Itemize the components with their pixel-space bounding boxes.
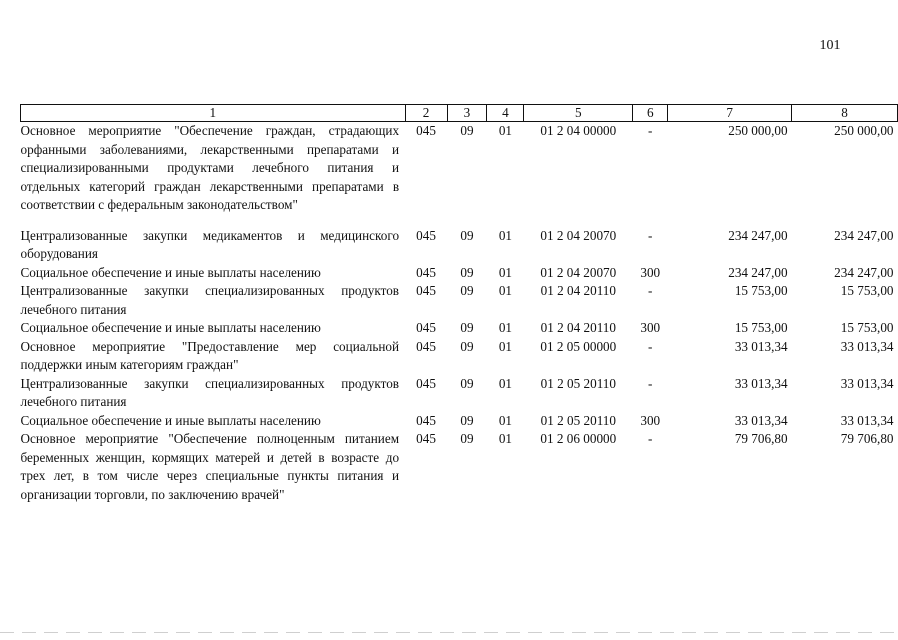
row-code-6: - <box>648 123 653 138</box>
row-code-3: 09 <box>460 264 474 280</box>
row-code-2: 045 <box>416 320 436 335</box>
row-code-5: 01 2 05 20110 <box>540 412 616 428</box>
row-code-4: 01 <box>498 375 512 391</box>
row-amount-8: 15 753,00 <box>840 320 894 335</box>
row-amount-7: 15 753,00 <box>734 320 788 335</box>
row-code-2: 045 <box>416 264 436 280</box>
row-code-2: 045 <box>416 431 436 446</box>
column-header-3: 3 <box>447 105 487 122</box>
row-name: Централизованные закупки медикаментов и медицинского оборудования <box>20 227 400 261</box>
row-name: Основное мероприятие "Обеспечение граждан, страдающих орфанными заболеваниями, лекарственными препаратами и специализированными продуктами лечебного питания и отдельных категорий граждан лекарственными препаратами в соответствии с федеральным законодательством" <box>20 123 400 212</box>
row-code-6: - <box>648 431 653 446</box>
scan-edge-line <box>0 632 898 633</box>
row-code-3: 09 <box>460 412 474 428</box>
budget-table <box>20 104 898 504</box>
row-amount-7: 33 013,34 <box>734 338 788 354</box>
row-code-6: - <box>648 227 653 243</box>
row-code-4: 01 <box>498 123 512 138</box>
row-code-4: 01 <box>498 283 512 298</box>
row-code-2: 045 <box>416 412 436 428</box>
table-row <box>21 412 898 431</box>
column-header-4: 4 <box>487 105 524 122</box>
row-code-2: 045 <box>416 338 436 354</box>
row-code-3: 09 <box>460 375 474 391</box>
table-row <box>21 430 898 504</box>
row-amount-7: 234 247,00 <box>728 264 788 280</box>
column-header-5: 5 <box>524 105 633 122</box>
row-amount-8: 234 247,00 <box>834 227 894 243</box>
row-code-5: 01 2 06 00000 <box>540 431 617 446</box>
column-header-1: 1 <box>21 105 406 122</box>
row-code-5: 01 2 04 20110 <box>540 283 616 298</box>
page-number: 101 <box>819 38 841 53</box>
row-amount-8: 79 706,80 <box>840 431 894 446</box>
table-row <box>21 227 898 264</box>
row-name: Централизованные закупки специализированных продуктов лечебного питания <box>20 375 400 409</box>
row-amount-8: 15 753,00 <box>840 283 894 298</box>
column-header-6: 6 <box>633 105 668 122</box>
row-code-5: 01 2 04 20070 <box>540 264 617 280</box>
row-code-6: - <box>648 283 653 298</box>
table-row <box>21 264 898 283</box>
row-code-5: 01 2 04 20070 <box>540 227 617 243</box>
row-code-5: 01 2 05 20110 <box>540 375 616 391</box>
row-code-6: - <box>648 338 653 354</box>
row-code-3: 09 <box>460 320 474 335</box>
row-name: Централизованные закупки специализированных продуктов лечебного питания <box>20 283 400 317</box>
row-amount-7: 15 753,00 <box>734 283 788 298</box>
row-code-4: 01 <box>498 264 512 280</box>
table-header-row <box>21 105 898 122</box>
row-amount-7: 250 000,00 <box>728 123 788 138</box>
column-header-7: 7 <box>668 105 792 122</box>
row-code-6: 300 <box>640 412 661 428</box>
row-code-4: 01 <box>498 431 512 446</box>
row-code-5: 01 2 04 00000 <box>540 123 617 138</box>
row-code-5: 01 2 04 20110 <box>540 320 616 335</box>
row-code-4: 01 <box>498 227 512 243</box>
row-code-3: 09 <box>460 283 474 298</box>
table-row <box>21 319 898 338</box>
column-header-8: 8 <box>792 105 898 122</box>
row-name: Основное мероприятие "Предоставление мер социальной поддержки иным категориям граждан" <box>20 338 400 372</box>
row-code-4: 01 <box>498 412 512 428</box>
table-row <box>21 338 898 375</box>
row-code-3: 09 <box>460 431 474 446</box>
row-amount-7: 33 013,34 <box>734 375 788 391</box>
column-header-2: 2 <box>405 105 447 122</box>
row-amount-8: 33 013,34 <box>840 412 894 428</box>
row-code-6: 300 <box>640 320 661 335</box>
table-row <box>21 375 898 412</box>
row-code-3: 09 <box>460 338 474 354</box>
row-amount-7: 33 013,34 <box>734 412 788 428</box>
row-code-2: 045 <box>416 227 436 243</box>
row-code-6: - <box>648 375 653 391</box>
table-row <box>21 282 898 319</box>
row-amount-8: 33 013,34 <box>840 338 894 354</box>
row-name: Социальное обеспечение и иные выплаты населению <box>20 412 321 428</box>
row-amount-7: 234 247,00 <box>728 227 788 243</box>
row-code-2: 045 <box>416 123 436 138</box>
row-code-3: 09 <box>460 227 474 243</box>
row-code-2: 045 <box>416 375 436 391</box>
row-amount-7: 79 706,80 <box>734 431 788 446</box>
row-code-2: 045 <box>416 283 436 298</box>
row-name: Социальное обеспечение и иные выплаты населению <box>20 320 321 335</box>
table-row <box>21 122 898 227</box>
row-code-3: 09 <box>460 123 474 138</box>
row-amount-8: 33 013,34 <box>840 375 894 391</box>
row-amount-8: 250 000,00 <box>834 123 894 138</box>
row-code-6: 300 <box>640 264 661 280</box>
row-name: Социальное обеспечение и иные выплаты населению <box>20 264 321 280</box>
row-code-5: 01 2 05 00000 <box>540 338 617 354</box>
row-code-4: 01 <box>498 320 512 335</box>
row-code-4: 01 <box>498 338 512 354</box>
row-name: Основное мероприятие "Обеспечение полноценным питанием беременных женщин, кормящих матерей и детей в возрасте до трех лет, в том числе через специальные пункты питания и организации торговли, по заключению врачей" <box>20 431 400 502</box>
row-amount-8: 234 247,00 <box>834 264 894 280</box>
